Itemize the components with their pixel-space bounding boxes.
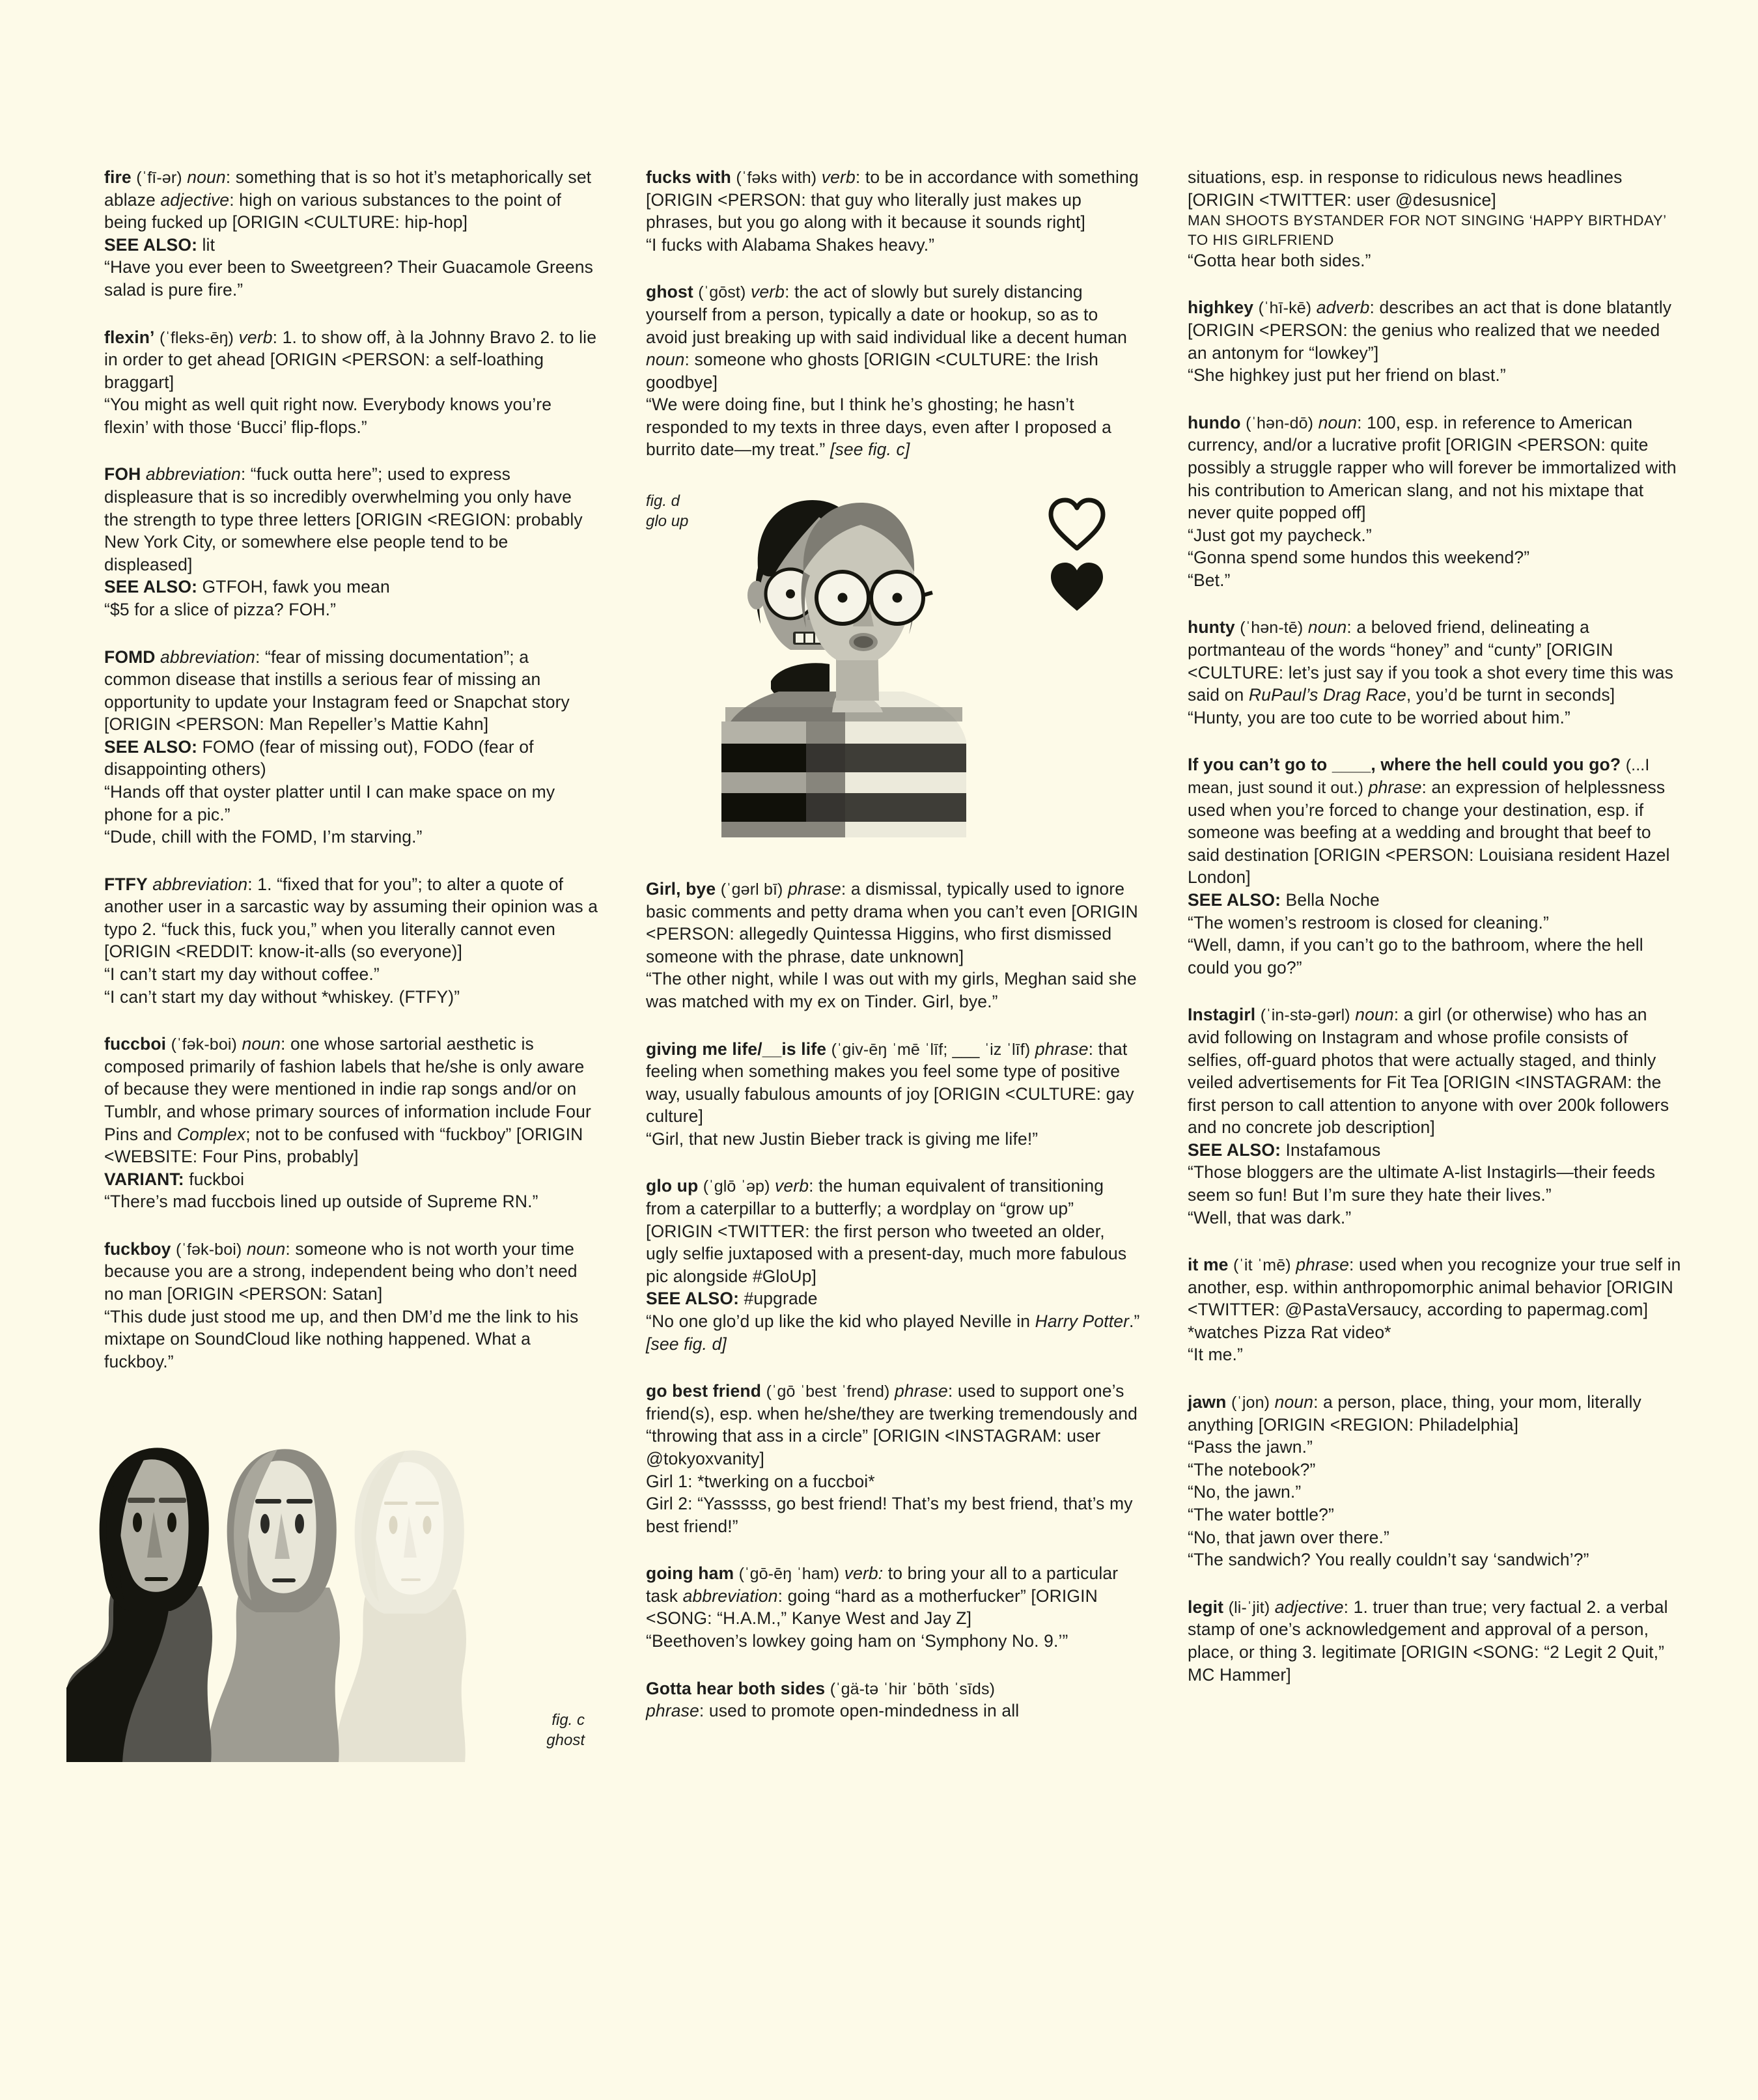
pronunciation: (ˈjon) (1231, 1393, 1270, 1412)
example: “I fucks with Alabama Shakes heavy.” (646, 234, 935, 255)
pronunciation: (ˈhən-tē) (1240, 619, 1304, 637)
dictionary-entry-go-best-friend (646, 1380, 1141, 1537)
example: “Girl, that new Justin Bieber track is giving me life!” (646, 1128, 1039, 1149)
dictionary-entry-jawn (1188, 1391, 1682, 1571)
headword: If you can’t go to ____, where the hell could you go? (1188, 755, 1621, 775)
see-also-label: SEE ALSO: (1188, 889, 1281, 910)
dictionary-entry-ghost (646, 281, 1141, 461)
headword: giving me life/__is life (646, 1039, 827, 1059)
definition: : something that is so hot it’s metaphorically set ablaze (104, 167, 592, 210)
headword: Instagirl (1188, 1005, 1256, 1025)
hearts-group (1047, 497, 1107, 615)
figure-reference: [see fig. d] (646, 1334, 727, 1354)
example: Girl 2: “Yasssss, go best friend! That’s my best friend, that’s my best friend!” (646, 1494, 1133, 1536)
pronunciation: (ˈgō ˈbest ˈfrend) (766, 1382, 890, 1401)
dictionary-entry-fomd (104, 646, 599, 848)
figure-d-caption (646, 491, 688, 531)
definition: : describes an act that is done blatantly [ORIGIN <PERSON: the genius who realized that we needed an antonym for “lowkey”] (1188, 298, 1672, 363)
definition: : one whose sartorial aesthetic is composed primarily of fashion labels that he/she is only aware of because they were mentioned in indie rap songs and/or on Tumblr, and whose primary sources of information include Four Pins and (104, 1034, 591, 1144)
dictionary-entry-highkey (1188, 296, 1682, 386)
example: *watches Pizza Rat video* (1188, 1322, 1391, 1342)
figure-reference: [see fig. c] (830, 440, 910, 460)
definition: : “fuck outta here”; used to express displeasure that is so incredibly overwhelming you only have the strength to type three letters [ORIGIN <REGION: probably New York City, or somewhere else people tend to be displeased] (104, 464, 583, 574)
example: “The water bottle?” (1188, 1505, 1334, 1524)
headword: Gotta hear both sides (646, 1678, 826, 1698)
dictionary-entry-flexin (104, 326, 599, 439)
pronunciation: (ˈfək-boi) (176, 1240, 242, 1259)
definition: to bring your all to a particular task (646, 1563, 1119, 1606)
headword: fire (104, 167, 132, 187)
column-2 (646, 166, 1141, 1722)
example: “I can’t start my day without *whiskey. (FTFY)” (104, 987, 460, 1007)
part-of-speech: noun (1307, 617, 1347, 637)
example: “Hunty, you are too cute to be worried about him.” (1188, 707, 1570, 727)
definition: : the human equivalent of transitioning from a caterpillar to a butterfly; a wordplay on “grow up” [ORIGIN <TWITTER: the first person who tweeted an older, ugly selfie juxtaposed with a present-day, much more fabulous pic alongside #GloUp] (646, 1176, 1127, 1286)
pronunciation: (li-ˈjit) (1228, 1598, 1270, 1617)
dictionary-entry-legit (1188, 1596, 1682, 1686)
pronunciation: (ˈfī-ər) (136, 169, 182, 187)
headword: highkey (1188, 298, 1254, 318)
example: “Well, that was dark.” (1188, 1207, 1352, 1227)
pronunciation: (ˈhī-kē) (1258, 299, 1312, 318)
dictionary-entry-giving-me-life (646, 1038, 1141, 1151)
dictionary-entry-fucks-with (646, 166, 1141, 256)
example: “I can’t start my day without coffee.” (104, 964, 380, 985)
example: “Bet.” (1188, 570, 1231, 590)
example: “She highkey just put her friend on blast.” (1188, 365, 1506, 385)
dictionary-entry-girl-bye (646, 878, 1141, 1013)
definition-continued: situations, esp. in response to ridiculous news headlines [ORIGIN <TWITTER: user @desusnice] (1188, 167, 1623, 210)
example: “$5 for a slice of pizza? FOH.” (104, 599, 337, 619)
example-suffix: .” (1129, 1311, 1140, 1331)
example: “Dude, chill with the FOMD, I’m starving.” (104, 827, 423, 847)
definition: : that feeling when something makes you feel some type of positive way, usually fabulous amounts of joy [ORIGIN <CULTURE: gay culture] (646, 1039, 1134, 1127)
see-also-label: SEE ALSO: (104, 736, 198, 757)
definition: : used to promote open-mindedness in all (699, 1701, 1020, 1721)
definition: : used to support one’s friend(s), esp. when he/she/they are twerking tremendously and “throwing that ass in a circle” [ORIGIN <INSTAGRAM: user @tokyoxvanity] (646, 1381, 1138, 1468)
definition: : 1. “fixed that for you”; to alter a quote of another user in a sarcastic way by assuming their opinion was a typo 2. “fuck this, fuck you,” when you literally cannot even [ORIGIN <REDDIT: know-it-alls (so everyone)] (104, 874, 598, 962)
example: “You might as well quit right now. Everybody knows you’re flexin’ with those ‘Bucci’ flip-flops.” (104, 395, 552, 437)
definition: : a beloved friend, delineating a portmanteau of the words “honey” and “cunty” [ORIGIN <CULTURE: let’s just say if you took a shot every time this was said on (1188, 617, 1673, 705)
see-also-label: SEE ALSO: (646, 1289, 740, 1309)
figure-c-caption-line2: ghost (546, 1731, 585, 1750)
dictionary-entry-fuccboi (104, 1033, 599, 1213)
dictionary-entry-hundo (1188, 412, 1682, 592)
part-of-speech: verb (238, 327, 273, 347)
definition-2: : going “hard as a motherfucker” [ORIGIN <SONG: “H.A.M.,” Kanye West and Jay Z] (646, 1586, 1098, 1629)
see-also-value: GTFOH, fawk you mean (197, 577, 390, 597)
part-of-speech: phrase (1368, 777, 1422, 798)
part-of-speech: phrase (1035, 1039, 1089, 1059)
example: “The notebook?” (1188, 1459, 1316, 1479)
see-also-value: Bella Noche (1281, 889, 1380, 910)
example: “No, that jawn over there.” (1188, 1527, 1389, 1547)
variant-label: VARIANT: (104, 1169, 184, 1189)
pronunciation: (ˈhən-dō) (1246, 413, 1314, 432)
part-of-speech: noun (1318, 412, 1358, 432)
example: “Pass the jawn.” (1188, 1437, 1313, 1457)
definition-2: : someone who ghosts [ORIGIN <CULTURE: the Irish goodbye] (646, 350, 1098, 392)
part-of-speech: abbreviation (152, 874, 248, 894)
part-of-speech-2: abbreviation (682, 1586, 778, 1606)
part-of-speech: verb (750, 282, 785, 302)
headword: ghost (646, 282, 693, 302)
headword: fuckboy (104, 1239, 171, 1259)
pronunciation: (ˈgərl bī) (720, 880, 783, 899)
pronunciation: (...I mean, just sound it out.) (1188, 756, 1650, 798)
headword: glo up (646, 1176, 699, 1196)
headword: flexin’ (104, 327, 155, 347)
definition-2: : high on various substances to the point of being fucked up [ORIGIN <CULTURE: hip-hop] (104, 189, 561, 232)
example: “Gonna spend some hundos this weekend?” (1188, 548, 1530, 568)
pronunciation: (ˈgiv-ēŋ ˈmē ˈlīf; ___ ˈiz ˈlīf) (831, 1040, 1031, 1059)
example: “Those bloggers are the ultimate A-list Instagirls—their feeds seem so fun! But I’m sure they hate their lives.” (1188, 1162, 1656, 1205)
part-of-speech: noun (246, 1239, 286, 1259)
dictionary-entry-fuckboy (104, 1238, 599, 1373)
see-also-value: #upgrade (739, 1289, 818, 1309)
example: “It me.” (1188, 1345, 1243, 1365)
part-of-speech: verb: (844, 1563, 884, 1584)
headword: it me (1188, 1255, 1229, 1275)
dictionary-entry-fire (104, 166, 599, 301)
definition: : an expression of helplessness used when you’re forced to change your destination, esp. if someone was beefing at a wedding and brought that beef to said destination [ORIGIN <PERSON: Louisiana resident Hazel London] (1188, 777, 1670, 888)
part-of-speech-2: adjective (160, 189, 230, 210)
part-of-speech: noun (187, 167, 226, 187)
definition: : used when you recognize your true self in another, esp. within anthropomorphic animal behavior [ORIGIN <TWITTER: @PastaVersaucy, according to papermag.com] (1188, 1255, 1681, 1320)
part-of-speech: verb (775, 1176, 809, 1196)
definition-2: , you’d be turnt in seconds] (1406, 685, 1615, 705)
part-of-speech-2: noun (646, 350, 685, 370)
see-also-value: FOMO (fear of missing out), FODO (fear of disappointing others) (104, 736, 534, 779)
definition: : 1. to show off, à la Johnny Bravo 2. to lie in order to get ahead [ORIGIN <PERSON: a self-loathing braggart] (104, 327, 597, 392)
example: Girl 1: *twerking on a fuccboi* (646, 1471, 875, 1491)
pronunciation: (ˈfək-boi) (171, 1035, 237, 1054)
variant-value: fuckboi (184, 1169, 245, 1189)
headword: fuccboi (104, 1034, 167, 1054)
dictionary-entry-instagirl (1188, 1003, 1682, 1229)
example: “We were doing fine, but I think he’s ghosting; he hasn’t responded to my texts in three days, even after I proposed a burrito date—my treat.” (646, 395, 1112, 460)
figure-c-ghost (104, 1397, 599, 1762)
headword: FTFY (104, 874, 148, 894)
example: “Gotta hear both sides.” (1188, 250, 1371, 270)
definition: : a dismissal, typically used to ignore basic comments and petty drama when you can’t even [ORIGIN <PERSON: allegedly Quintessa Higgins, who first dismissed someone with the phrase, date unknown] (646, 879, 1138, 966)
definition-2: ; not to be confused with “fuckboy” [ORIGIN <WEBSITE: Four Pins, probably] (104, 1124, 583, 1167)
part-of-speech: phrase (646, 1701, 699, 1721)
pronunciation: (ˈfleks-ēŋ) (160, 328, 234, 347)
pronunciation: (ˈfəks with) (736, 169, 817, 187)
see-also-value: lit (197, 234, 216, 255)
headword: FOMD (104, 647, 156, 667)
part-of-speech: abbreviation (160, 647, 256, 667)
headword: jawn (1188, 1392, 1227, 1412)
example: “The other night, while I was out with my girls, Meghan said she was matched with my ex on Tinder. Girl, bye.” (646, 969, 1137, 1011)
glo-up-illustration (708, 486, 982, 837)
part-of-speech: phrase (895, 1381, 948, 1401)
pronunciation: (ˈin-stə-gərl) (1260, 1006, 1350, 1025)
pronunciation: (ˈgōst) (698, 283, 746, 302)
part-of-speech: phrase (788, 879, 841, 899)
see-also-label: SEE ALSO: (104, 577, 198, 597)
part-of-speech: adverb (1316, 298, 1370, 318)
definition: : 100, esp. in reference to American currency, and/or a lucrative profit [ORIGIN <PERSON: quite possibly a struggle rapper who will forever be immortalized with his contribution to American slang, and not his mixtape that never quite popped off] (1188, 412, 1677, 523)
headword: go best friend (646, 1381, 762, 1401)
definition: : the act of slowly but surely distancing yourself from a person, typically a date or hookup, so as to avoid just breaking up with said individual like a decent human (646, 282, 1128, 347)
see-also-label: SEE ALSO: (104, 234, 198, 255)
figure-d-caption-line1: fig. d (646, 492, 680, 511)
part-of-speech: phrase (1296, 1255, 1350, 1275)
see-also-label: SEE ALSO: (1188, 1140, 1281, 1160)
definition-italic-term: Complex (176, 1124, 246, 1144)
dictionary-entry-going-ham (646, 1562, 1141, 1652)
example-italic-title: Harry Potter (1035, 1311, 1130, 1331)
dictionary-entry-gotta-hear-both-sides-continued (1188, 166, 1682, 272)
headword: Girl, bye (646, 879, 716, 899)
part-of-speech: noun (1355, 1005, 1394, 1025)
headword: FOH (104, 464, 141, 484)
example: “Just got my paycheck.” (1188, 525, 1372, 545)
dictionary-entry-ftfy (104, 873, 599, 1008)
example: “There’s mad fuccbois lined up outside of Supreme RN.” (104, 1192, 538, 1212)
definition: : “fear of missing documentation”; a common disease that instills a serious fear of missing an opportunity to update your Instagram feed or Snapchat story [ORIGIN <PERSON: Man Repeller’s Mattie Kahn] (104, 647, 570, 735)
dictionary-entry-glo-up (646, 1175, 1141, 1355)
example-prefix: “No one glo’d up like the kid who played Neville in (646, 1311, 1035, 1331)
example: “The sandwich? You really couldn’t say ‘sandwich’?” (1188, 1550, 1589, 1570)
part-of-speech: verb (821, 167, 856, 187)
definition: : 1. truer than true; very factual 2. a verbal stamp of one’s acknowledgement and approval of a person, place, or thing 3. legitimate [ORIGIN <SONG: “2 Legit 2 Quit,” MC Hammer] (1188, 1597, 1668, 1685)
column-1 (104, 166, 599, 1762)
part-of-speech: noun (1274, 1392, 1314, 1412)
ghost-illustration (63, 1410, 518, 1762)
definition: : someone who is not worth your time because you are a strong, independent being who don’t need no man [ORIGIN <PERSON: Satan] (104, 1239, 578, 1304)
part-of-speech: adjective (1274, 1597, 1344, 1617)
part-of-speech: noun (242, 1034, 281, 1054)
dictionary-entry-if-you-cant-go-to (1188, 753, 1682, 979)
example: “This dude just stood me up, and then DM’d me the link to his mixtape on SoundCloud like nothing happened. What a fuckboy.” (104, 1306, 579, 1371)
pronunciation: (ˈgä-tə ˈhir ˈbōth ˈsīds) (830, 1679, 996, 1698)
heart-filled-icon (1047, 560, 1107, 615)
headword: fucks with (646, 167, 731, 187)
example: “Well, damn, if you can’t go to the bathroom, where the hell could you go?” (1188, 935, 1643, 977)
dictionary-entry-foh (104, 463, 599, 621)
definition: : a girl (or otherwise) who has an avid following on Instagram and whose profile consists of selfies, off-guard photos that were actually staged, and thinly veiled advertisements for Fit Tea [ORIGIN <INSTAGRAM: the first person to call attention to anyone with over 200k followers and no concrete job description] (1188, 1005, 1669, 1138)
heart-outline-icon (1047, 497, 1107, 552)
figure-d-glo-up (646, 486, 1141, 850)
headword: hunty (1188, 617, 1235, 637)
pronunciation: (ˈit ˈmē) (1233, 1256, 1291, 1275)
part-of-speech: abbreviation (145, 464, 241, 484)
news-headline: MAN SHOOTS BYSTANDER FOR NOT SINGING ‘HAPPY BIRTHDAY’ TO HIS GIRLFRIEND (1188, 212, 1666, 248)
figure-c-caption-line1: fig. c (551, 1711, 585, 1729)
example: “Beethoven’s lowkey going ham on ‘Symphony No. 9.’” (646, 1631, 1068, 1651)
example: “Hands off that oyster platter until I can make space on my phone for a pic.” (104, 781, 555, 824)
headword: going ham (646, 1563, 734, 1584)
dictionary-entry-it-me (1188, 1253, 1682, 1366)
dictionary-entry-hunty (1188, 616, 1682, 729)
definition: : to be in accordance with something [ORIGIN <PERSON: that guy who literally just makes up phrases, but you go along with it because it sounds right] (646, 167, 1139, 232)
definition: : a person, place, thing, your mom, literally anything [ORIGIN <REGION: Philadelphia] (1188, 1392, 1641, 1435)
figure-c-caption (546, 1710, 585, 1750)
example: “No, the jawn.” (1188, 1482, 1302, 1502)
column-container (104, 166, 1681, 2009)
headword: hundo (1188, 412, 1241, 432)
figure-d-caption-line2: glo up (646, 512, 689, 531)
headword: legit (1188, 1597, 1224, 1617)
example: “The women’s restroom is closed for cleaning.” (1188, 912, 1549, 932)
column-3 (1188, 166, 1682, 1686)
dictionary-entry-gotta-hear-both-sides (646, 1677, 1141, 1722)
pronunciation: (ˈgō-ēŋ ˈham) (738, 1565, 840, 1584)
definition-italic-title: RuPaul’s Drag Race (1248, 685, 1406, 705)
see-also-value: Instafamous (1281, 1140, 1381, 1160)
pronunciation: (ˈglō ˈəp) (703, 1177, 770, 1196)
example: “Have you ever been to Sweetgreen? Their Guacamole Greens salad is pure fire.” (104, 257, 593, 300)
